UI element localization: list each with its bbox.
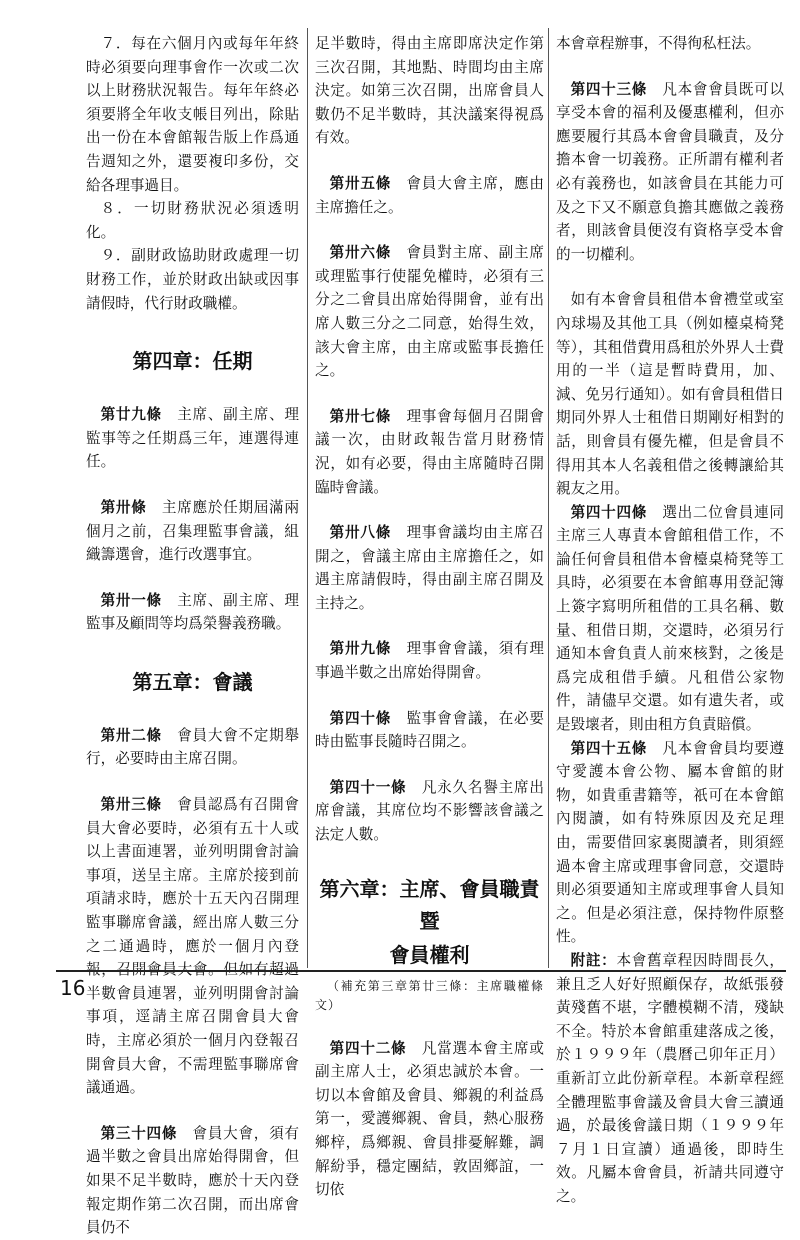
page-number: 16 [60,976,86,1000]
article-heading: 第卅九條 [329,640,392,658]
article-35 [315,172,544,219]
article-31 [86,589,299,636]
article-36 [315,241,544,383]
article-43-paragraph-2: 如有本會會員租借本會禮堂或室內球場及其他工具（例如檯桌椅凳等），其租借費用爲租於外界人士費用的一半（這是暫時費用，加、減、免另行通知）。如有會員租借日期同外界人士租借日期剛好相對的話，則會員有優先權，但是會員不得用其本人名義租借之後轉讓給其親友之用。 [556,291,784,498]
article-text: 凡本會會員既可以享受本會的福利及優惠權利，但亦應要履行其爲本會會員職責，及分擔本會一切義務。正所謂有權利者必有義務也，如該會員在其能力可及之下又不願意負擔其應做之義務者，則該會員便沒有資格享受本會的一切權利。 [556,80,784,263]
article-38 [315,521,544,615]
article-heading: 第四十條 [329,709,392,727]
article-34 [86,1122,299,1240]
chapter-4-heading: 第四章：任期 [132,349,253,374]
article-text: 會員大會不定期舉行，必要時由主席召開。 [86,726,299,768]
article-43 [556,78,784,267]
chapter-5-heading: 第五章：會議 [132,669,253,694]
article-42-continued: 本會章程辦事，不得徇私枉法。 [556,35,761,52]
article-heading: 第卅七條 [329,407,392,425]
article-text: 凡本會會員均要遵守愛護本會公物、屬本會館的財物，如貴重書籍等，祇可在本會館內閱讀，如有特殊原因及充足理由，需要借回家裏閱讀者，則須經過本會主席或理事會同意，交還時則必須要通知主席或理事會人員知之。但是必須注意，保持物件原整性。 [556,739,784,946]
article-text: 主席、副主席、理監事等之任期爲三年，連選得連任。 [86,406,299,471]
appendix-heading: 附註： [570,951,617,969]
appendix-text: 本會舊章程因時間長久，兼且乏人好好照顧保存，故紙張發黃殘舊不堪，字體模糊不清，殘缺不全。特於本會館重建落成之後，於１９９９年（農曆己卯年正月）重新訂立此份新章程。本新章程經全體理監事會議及會員大會三讀通過，於最後會議日期（１９９９年７月１日宣讀）通過後，即時生效。凡屬本會會員，祈請共同遵守之。 [556,951,784,1205]
chapter-6-heading-line-1: 第六章：主席、會員職責暨 [319,876,540,933]
article-heading: 第廿九條 [100,406,162,424]
article-heading: 第卅條 [100,498,147,516]
article-45 [556,737,784,949]
article-29 [86,403,299,474]
article-heading: 第卅一條 [100,591,162,609]
article-heading: 第卅五條 [329,174,392,192]
appendix-note [556,949,784,1209]
clause-8: ８．一切財務狀況必須透明化。 [86,200,299,241]
article-39 [315,637,544,684]
article-heading: 第四十三條 [570,80,648,98]
article-text: 凡永久名譽主席出席會議，其席位均不影響該會議之法定人數。 [315,778,544,844]
article-text: 主席應於任期屆滿兩個月之前，召集理監事會議，組織籌選會，進行改選事宜。 [86,498,299,564]
text-column-2 [315,32,544,1202]
article-text: 會員大會，須有過半數之會員出席始得開會，但如果不足半數時，應於十天內登報定期作第二次召開，而出席會員仍不 [86,1124,299,1237]
article-heading: 第三十四條 [100,1124,178,1142]
article-heading: 第卅六條 [329,244,392,262]
article-33 [86,793,299,1100]
clause-9: ９．副財政協助財政處理一切財務工作，並於財政出缺或因事請假時，代行財政職權。 [86,247,299,312]
article-34-continued: 足半數時，得由主席即席決定作第三次召開，其地點、時間均由主席決定。如第三次召開，出席會員人數仍不足半數時，其決議案得視爲有效。 [315,35,544,147]
article-42 [315,1037,544,1202]
chapter-6-heading-line-2: 會員權利 [389,942,470,967]
column-divider [548,28,549,968]
article-heading: 第四十一條 [329,778,407,796]
article-text: 會員認爲有召開會員大會必要時，必須有五十人或以上書面連署，並列明開會討論事項，送呈主席。主席於接到前項請求時，應於十五天內召開理監事聯席會議，經出席人數三分之二通過時，應於一個月內登報，召開會員大會。但如有超過半數會員連署，並列明開會討論事項，逕請主席召開會員大會時，主席必須於一個月內登報召開會員大會，不需理監事聯席會議通過。 [86,796,299,1097]
article-text: 監事會會議，在必要時由監事長隨時召開之。 [315,709,544,751]
article-text: 凡當選本會主席或副主席人士，必須忠誠於本會。一切以本會館及會員、鄉親的利益爲第一，愛護鄉親、會員，熱心服務鄉梓，爲鄉親、會員排憂解難，調解紛爭，穩定團結，敦固鄉誼，一切依 [315,1039,544,1199]
article-41 [315,776,544,847]
article-text: 理事會每個月召開會議一次，由財政報告當月財務情況，如有必要，得由主席隨時召開臨時會議。 [315,407,544,496]
article-text: 理事會會議，須有理事過半數之出席始得開會。 [315,640,544,682]
article-heading: 第四十二條 [329,1039,407,1057]
article-text: 會員對主席、副主席或理監事行使罷免權時，必須有三分之二會員出席始得開會，並有出席人數三分之二同意，始得生效，該大會主席，由主席或監事長擔任之。 [315,244,544,380]
footer-rule [56,970,786,972]
article-text: 主席、副主席、理監事及顧問等均爲榮譽義務職。 [86,591,299,633]
article-text: 理事會議均由主席召開之，會議主席由主席擔任之，如遇主席請假時，得由副主席召開及主持之。 [315,524,544,612]
text-column-1 [86,32,299,1240]
article-text: 選出二位會員連同主席三人專責本會館租借工作，不論任何會員租借本會檯桌椅凳等工具時，必須要在本會館專用登記簿上簽字寫明所租借的工具名稱、數量、租借日期，交還時，必須另行通知本會負責人前來核對，之後是爲完成租借手續。凡租借公家物件，請儘早交還。如有遺失者，或是毀壞者，則由租方負責賠償。 [556,503,784,734]
clause-7: ７．每在六個月內或每年年終時必須要向理事會作一次或二次以上財務狀況報告。每年年終必須要將全年收支帳目列出，除貼出一份在本會館報告版上作爲通告週知之外，還要複印多份，交給各理事過目。 [86,35,299,194]
article-heading: 第四十四條 [570,503,648,521]
article-text: 會員大會主席，應由主席擔任之。 [315,174,544,216]
article-heading: 第四十五條 [570,739,648,757]
text-column-3 [556,32,784,1209]
article-32 [86,724,299,771]
article-40 [315,707,544,754]
article-heading: 第卅八條 [329,524,392,542]
chapter-6-note: （補充第三章第廿三條：主席職權條文） [315,978,544,1012]
article-heading: 第卅二條 [100,726,162,744]
article-heading: 第卅三條 [100,796,162,814]
article-30 [86,496,299,567]
article-44 [556,501,784,737]
article-37 [315,405,544,499]
column-divider [307,28,308,968]
